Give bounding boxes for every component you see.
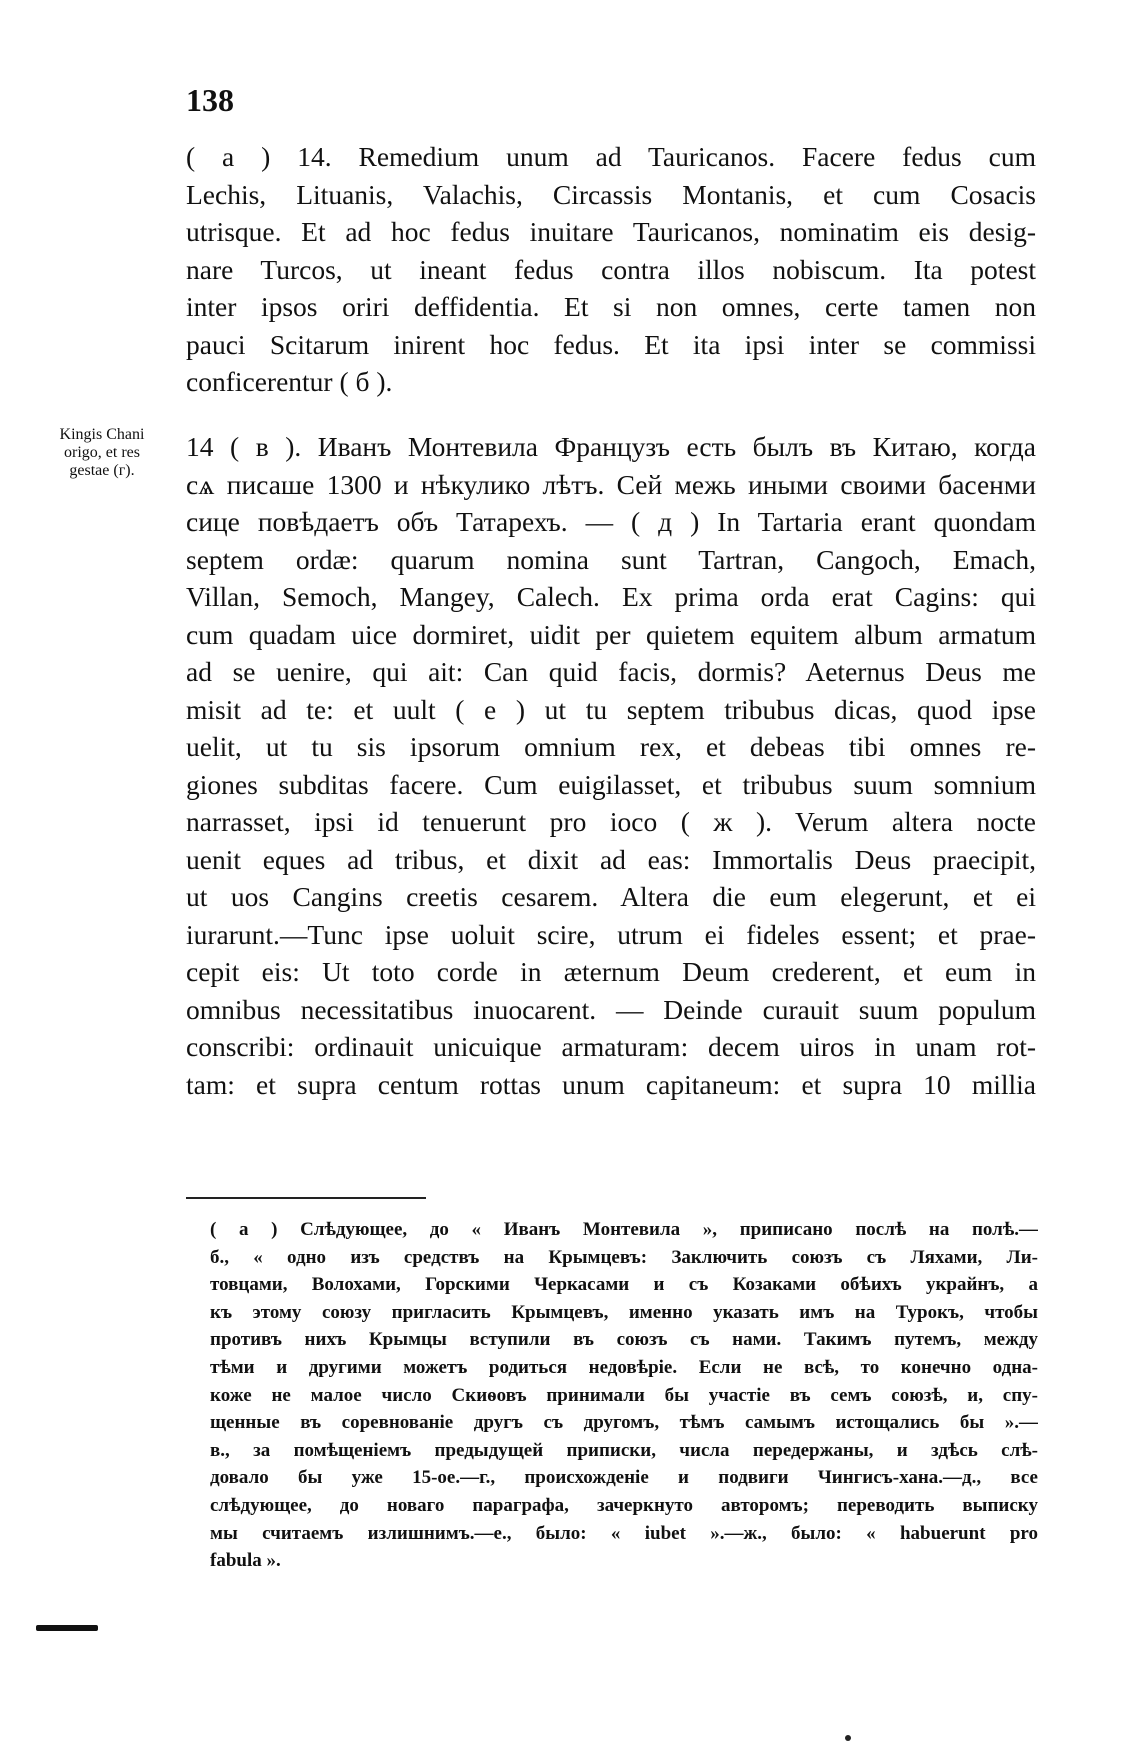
footnote-line: слѣдующее, до новаго параграфа, зачеркнуто авторомъ; переводить выписку [210,1494,1038,1516]
text-line: 14 ( в ). Иванъ Монтевила Французъ есть былъ въ Китаю, когда [186,431,1036,462]
text-line: omnibus necessitatibus inuocarent. — Deinde curauit suum populum [186,993,1036,1025]
footnote-line: тѣми и другими можетъ родиться недовѣріе. Если не всѣ, то конечно одна- [210,1356,1038,1378]
text-line: septem ordæ: quarum nomina sunt Tartran, Cangoch, Emach, [186,543,1036,575]
text-line: inter ipsos oriri deffidentia. Et si non omnes, certe tamen non [186,291,1036,322]
footnote-line: товцами, Волохами, Горскими Черкасами и съ Козаками обѣихъ украйнъ, а [210,1274,1038,1296]
text-line: uelit, ut tu sis ipsorum omnium rex, et debeas tibi omnes re- [186,731,1036,762]
text-line: сице повѣдаетъ объ Татарехъ. — ( д ) In Tartaria erant quondam [186,506,1036,537]
footnote-line: щенные въ соревнованіе другъ съ другомъ, тѣмъ самымъ истощались бы ».— [210,1412,1038,1434]
scan-artifact-mark [36,1625,98,1631]
margin-note [36,426,168,480]
text-line: iurarunt.—Tunc ipse uoluit scire, utrum ei fideles essent; et prae- [186,918,1036,950]
footnote-line: fabula ». [210,1550,281,1572]
paragraph-a [186,138,1036,401]
margin-note-line: Kingis Chani [59,426,145,443]
text-line: utrisque. Et ad hoc fedus inuitare Tauricanos, nominatim eis desig- [186,216,1036,247]
text-line: pauci Scitarum inirent hoc fedus. Et ita ipsi inter se commissi [186,328,1036,360]
footnote-divider [186,1197,426,1199]
text-line: сѧ писаше 1300 и нѣкулико лѣтъ. Сей межь иными своими басенми [186,468,1036,500]
text-line: cepit eis: Ut toto corde in æternum Deum crederent, et eum in [186,956,1036,987]
text-line: Villan, Semoch, Mangey, Calech. Ex prima orda erat Cagins: qui [186,581,1036,612]
text-line: Lechis, Lituanis, Valachis, Circassis Montanis, et cum Cosacis [186,178,1036,210]
text-line: tam: et supra centum rottas unum capitaneum: et supra 10 millia [186,1068,1036,1100]
text-line: ad se uenire, qui ait: Can quid facis, dormis? Aeternus Deus me [186,656,1036,687]
text-line: misit ad te: et uult ( e ) ut tu septem tribubus dicas, quod ipse [186,693,1036,725]
footnote-line: къ этому союзу пригласить Крымцевъ, именно указать имъ на Турокъ, чтобы [210,1301,1038,1323]
footnote-line: мы считаемъ излишнимъ.—е., было: « iubet ».—ж., было: « habuerunt pro [210,1522,1038,1544]
margin-note-line: origo, et res [64,444,140,461]
text-line: ut uos Cangins creetis cesarem. Altera die eum elegerunt, et ei [186,881,1036,912]
text-line: uenit eques ad tribus, et dixit ad eas: Immortalis Deus praecipit, [186,843,1036,875]
text-line: conscribi: ordinauit unicuique armaturam: decem uiros in unam rot- [186,1031,1036,1062]
page-number: 138 [186,82,234,118]
paragraph-14 [186,428,1036,1103]
footnote-line: коже не малое число Скиѳовъ принимали бы участіе въ семъ союзѣ, и, спу- [210,1384,1038,1406]
footnote-line: в., за помѣщеніемъ предыдущей приписки, числа передержаны, и здѣсь слѣ- [210,1439,1038,1461]
scan-artifact-dot [845,1735,851,1741]
margin-note-line: gestae (г). [69,462,135,479]
footnote-line: ( а ) Слѣдующее, до « Иванъ Монтевила », приписано послѣ на полѣ.— [210,1219,1038,1240]
footnote [210,1216,1038,1575]
text-line: nare Turcos, ut ineant fedus contra illos nobiscum. Ita potest [186,253,1036,285]
text-line: cum quadam uice dormiret, uidit per quietem equitem album armatum [186,618,1036,650]
text-line: giones subditas facere. Cum euigilasset, et tribubus suum somnium [186,768,1036,800]
footnote-line: б., « одно изъ средствъ на Крымцевъ: Заключить союзъ съ Ляхами, Ли- [210,1246,1038,1268]
text-line: conficerentur ( б ). [186,366,393,397]
text-line: ( a ) 14. Remedium unum ad Tauricanos. Facere fedus cum [186,141,1036,172]
footnote-line: довало бы уже 15-ое.—г., происхожденіе и подвиги Чингисъ-хана.—д., все [210,1467,1038,1489]
footnote-line: противъ нихъ Крымцы вступили въ союзъ съ нами. Такимъ путемъ, между [210,1329,1038,1351]
text-line: narrasset, ipsi id tenuerunt pro ioco ( ж ). Verum altera nocte [186,806,1036,837]
